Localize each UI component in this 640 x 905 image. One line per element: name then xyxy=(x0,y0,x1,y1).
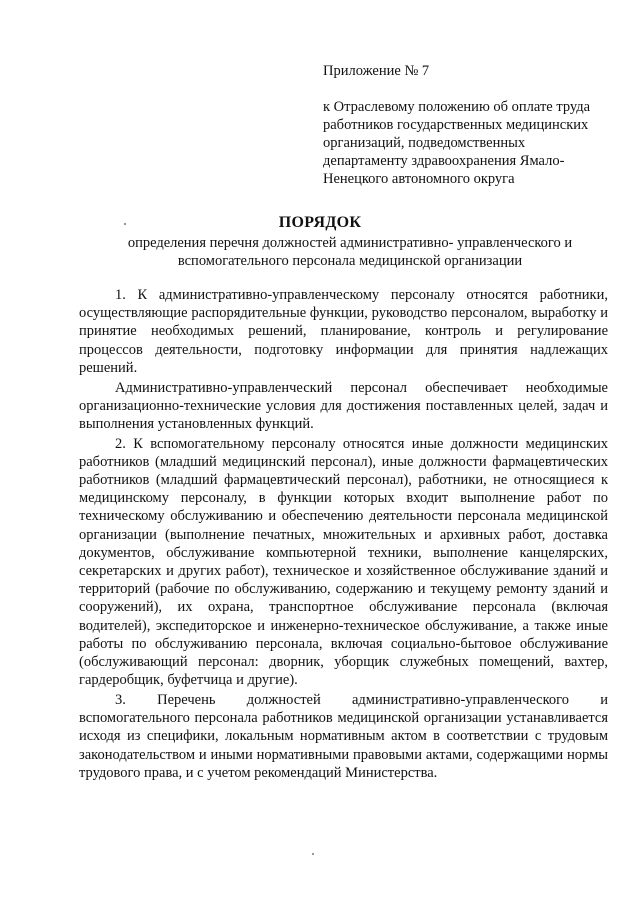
document-body xyxy=(79,286,608,783)
document-title: ПОРЯДОК xyxy=(278,214,362,231)
scan-speck xyxy=(124,223,126,225)
annex-block xyxy=(323,62,613,188)
document-subtitle: определения перечня должностей административно- управленческого и вспомогательного персонала медицинской организации xyxy=(127,235,573,269)
paragraph-2: Административно-управленческий персонал обеспечивает необходимые организационно-технические условия для достижения поставленных целей, задач и выполнения установленных функций. xyxy=(79,379,608,432)
paragraph-4: 3. Перечень должностей административно-управленческого и вспомогательного персонала работников медицинской организации устанавливается исходя из специфики, локальным нормативным актом в соответствии с трудовым законодательством и иными нормативными правовыми актами, содержащими нормы трудового права, и с учетом рекомендаций Министерства. xyxy=(79,691,608,781)
scan-speck xyxy=(312,853,314,855)
paragraph-3: 2. К вспомогательному персоналу относятся иные должности медицинских работников (младший медицинский персонал), иные должности фармацевтических работников (младший фармацевтический персонал), работники, не относящиеся к медицинскому персоналу, в функции которых входит выполнение работ по техническому обслуживанию и обеспечению деятельности персонала медицинской организации (выполнение печатных, множительных и архивных работ, доставка документов, обслуживание компьютерной техники, выполнение канцелярских, секретарских и других работ), техническое и хозяйственное обслуживание зданий и территорий (рабочие по обслуживанию, содержанию и текущему ремонту зданий и сооружений), их охрана, транспортное обслуживание персонала (включая водителей), экспедиторское и инженерно-техническое обслуживание, а также иные работы по обслуживанию персонала, включая социально-бытовое обслуживание (обслуживающий персонал: дворник, уборщик служебных помещений, вахтер, гардеробщик, буфетчица и другие). xyxy=(79,435,608,689)
annex-number: Приложение № 7 xyxy=(323,63,430,79)
annex-reference: к Отраслевому положению об оплате труда работников государственных медицинских организаций, подведомственных департаменту здравоохранения Ямало-Ненецкого автономного округа xyxy=(323,99,591,187)
paragraph-1: 1. К административно-управленческому персоналу относятся работники, осуществляющие распорядительные функции, руководство персоналом, выработку и принятие необходимых решений, планирование, контроль и регулирование процессов деятельности, подготовку информации для принятия надлежащих решений. xyxy=(79,287,608,376)
